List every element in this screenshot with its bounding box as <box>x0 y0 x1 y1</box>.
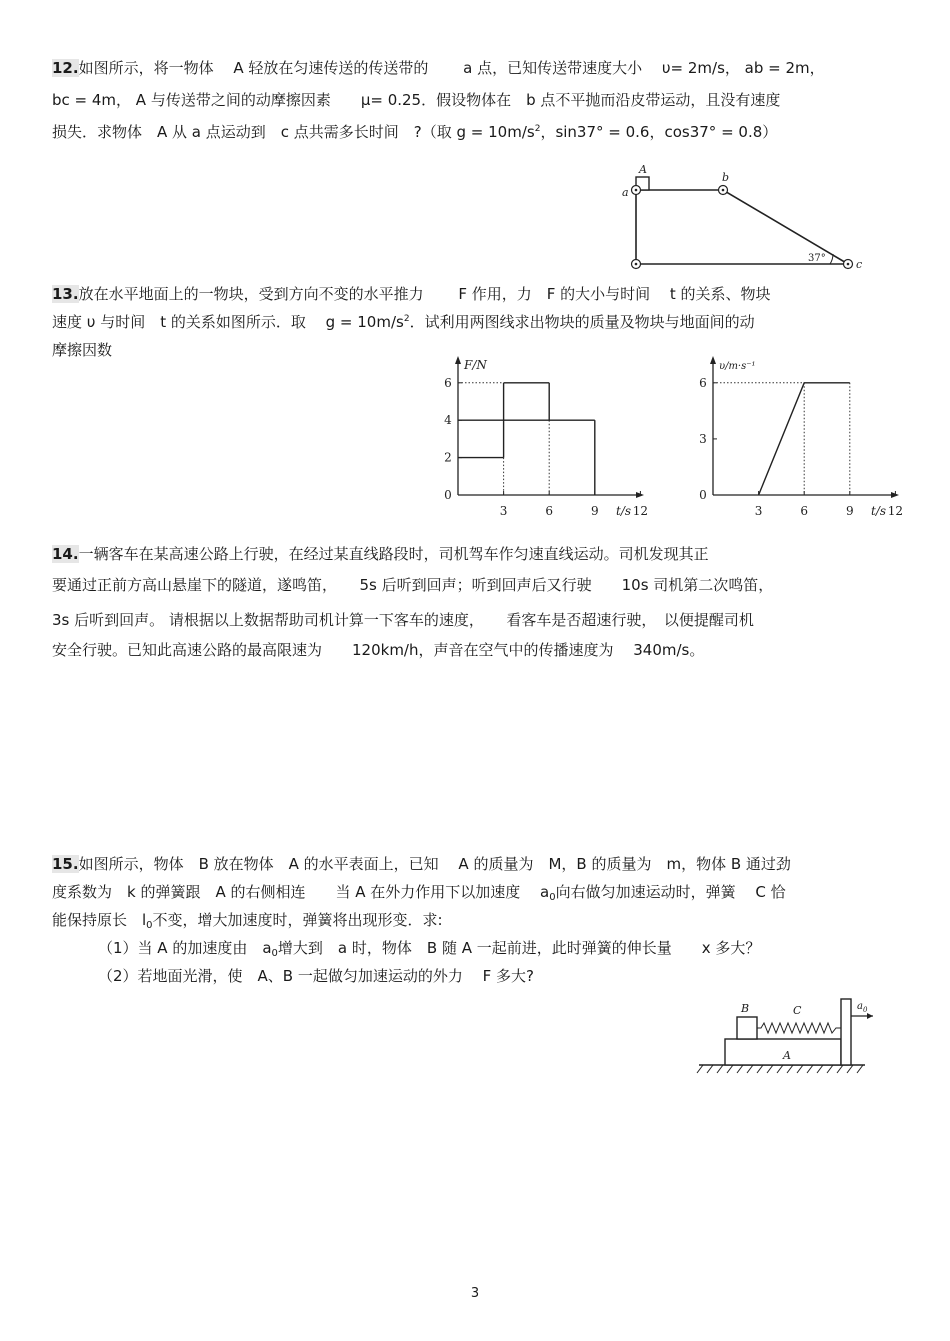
q15-line-4 <box>98 938 760 958</box>
q12-line-3 <box>52 122 777 142</box>
f-chart-ytick-label-0: 0 <box>444 488 452 502</box>
q14-number: 14. <box>52 545 79 563</box>
q12-number: 12. <box>52 59 79 77</box>
f-chart-xtick-label-12: 12 <box>632 504 649 518</box>
q15-line-2 <box>52 882 786 902</box>
q12-text-3b: ，sin37° = 0.6，cos37° = 0.8） <box>540 123 778 141</box>
q12-sup: 2 <box>534 124 541 134</box>
spring-C <box>757 1023 841 1033</box>
q15-text-3a: 能保持原长 l <box>52 911 147 929</box>
q15-number: 15. <box>52 855 79 873</box>
q12-text-3a: 损失．求物体 A 从 a 点运动到 c 点共需多长时间 ?（取 g = 10m/s <box>52 123 535 141</box>
q12-line-2: bc = 4m， A 与传送带之间的动摩擦因素 μ= 0.25．假设物体在 b 点不平抛而沿皮带运动，且没有速度 <box>52 91 781 109</box>
v-chart-ytick-label-3: 3 <box>699 431 707 446</box>
q15-line-1 <box>52 854 791 874</box>
f-chart-xtick-label-6: 6 <box>545 504 554 518</box>
q15-sub-2: 0 <box>549 892 556 903</box>
label-A: A <box>639 163 647 176</box>
q15-text-3b: 不变，增大加速度时，弹簧将出现形变．求: <box>152 911 443 929</box>
q15-text-4b: 增大到 a 时，物体 B 随 A 一起前进，此时弹簧的伸长量 x 多大？ <box>277 939 761 957</box>
f-chart-xtick-label-3: 3 <box>499 504 508 518</box>
f-chart-xlabel: t/s <box>616 504 632 518</box>
velocity-time-chart <box>685 350 904 520</box>
wall-A <box>841 999 851 1065</box>
q15-text-1: 如图所示，物体 B 放在物体 A 的水平表面上，已知 A 的质量为 M，B 的质量为 m，物体 B 通过劲 <box>78 855 791 873</box>
f-chart-ylabel: F/N <box>464 358 487 372</box>
label-A-body: A <box>783 1049 791 1062</box>
q14-text-1: 一辆客车在某高速公路上行驶，在经过某直线路段时，司机驾车作匀速直线运动。司机发现其正 <box>78 545 709 563</box>
q15-text-4a: （1）当 A 的加速度由 a <box>98 939 272 957</box>
q15-sub-3: 0 <box>146 920 153 931</box>
q15-spring-figure <box>695 985 885 1075</box>
f-chart-ytick-label-2: 2 <box>444 450 452 465</box>
q13-text-2a: 速度 υ 与时间 t 的关系如图所示．取 g = 10m/s <box>52 313 404 331</box>
label-a: a <box>622 186 629 199</box>
v-chart-xlabel: t/s <box>871 504 887 518</box>
q14-line-4: 安全行驶。已知此高速公路的最高限速为 120km/h，声音在空气中的传播速度为 340m/s。 <box>52 641 705 659</box>
q13-line-1 <box>52 284 771 304</box>
v-chart-y-arrow <box>710 356 716 364</box>
f-chart-ytick-label-4: 4 <box>444 413 452 428</box>
v-chart-ylabel: υ/m·s⁻¹ <box>719 361 756 372</box>
q15-sub-4: 0 <box>271 948 278 959</box>
q15-text-2a: 度系数为 k 的弹簧跟 A 的右侧相连 当 A 在外力作用下以加速度 a <box>52 883 550 901</box>
block-B <box>737 1017 757 1039</box>
q14-line-2: 要通过正前方高山悬崖下的隧道，遂鸣笛， 5s 后听到回声；听到回声后又行驶 10s 司机第二次鸣笛， <box>52 576 774 594</box>
v-chart-ytick-label-6: 6 <box>699 375 707 390</box>
force-time-chart <box>430 350 649 520</box>
page-number: 3 <box>470 1286 480 1301</box>
label-c: c <box>856 258 863 271</box>
q13-sup: 2 <box>403 314 410 324</box>
angle-label: 37° <box>808 253 826 264</box>
q15-line-5: （2）若地面光滑，使 A、B 一起做匀加速运动的外力 F 多大? <box>98 967 534 985</box>
label-C: C <box>793 1004 802 1017</box>
q12-conveyor-figure <box>618 160 878 280</box>
f-chart-xtick-label-9: 9 <box>590 504 599 518</box>
q14-line-3: 3s 后听到回声。 请根据以上数据帮助司机计算一下客车的速度， 看客车是否超速行驶， 以便提醒司机 <box>52 611 754 629</box>
v-chart-xtick-label-6: 6 <box>800 504 809 518</box>
q13-line-2 <box>52 312 755 332</box>
q12-line-1 <box>52 58 825 78</box>
f-chart-y-arrow <box>455 356 461 364</box>
label-b: b <box>722 171 730 184</box>
label-B: B <box>741 1002 750 1015</box>
q12-text-1: 如图所示，将一物体 A 轻放在匀速传送的传送带的 a 点，已知传送带速度大小 υ= 2m/s， ab = 2m， <box>78 59 825 77</box>
q15-line-3 <box>52 910 443 930</box>
v-chart-xtick-label-9: 9 <box>845 504 854 518</box>
q13-number: 13. <box>52 285 79 303</box>
q13-text-2b: ．试利用两图线求出物块的质量及物块与地面间的动 <box>409 313 755 331</box>
label-a0: $a_0$ <box>857 1001 868 1014</box>
v-chart-xtick-label-12: 12 <box>887 504 904 518</box>
q13-line-3: 摩擦因数 <box>52 341 113 359</box>
q14-line-1 <box>52 544 709 564</box>
v-chart-xtick-label-3: 3 <box>754 504 763 518</box>
v-chart-ytick-label-0: 0 <box>699 488 707 502</box>
q15-text-2b: 向右做匀加速运动时，弹簧 C 恰 <box>555 883 786 901</box>
q13-text-1: 放在水平地面上的一物块，受到方向不变的水平推力 F 作用，力 F 的大小与时间 t 的关系、物块 <box>78 285 771 303</box>
f-chart-ytick-label-6: 6 <box>444 375 452 390</box>
